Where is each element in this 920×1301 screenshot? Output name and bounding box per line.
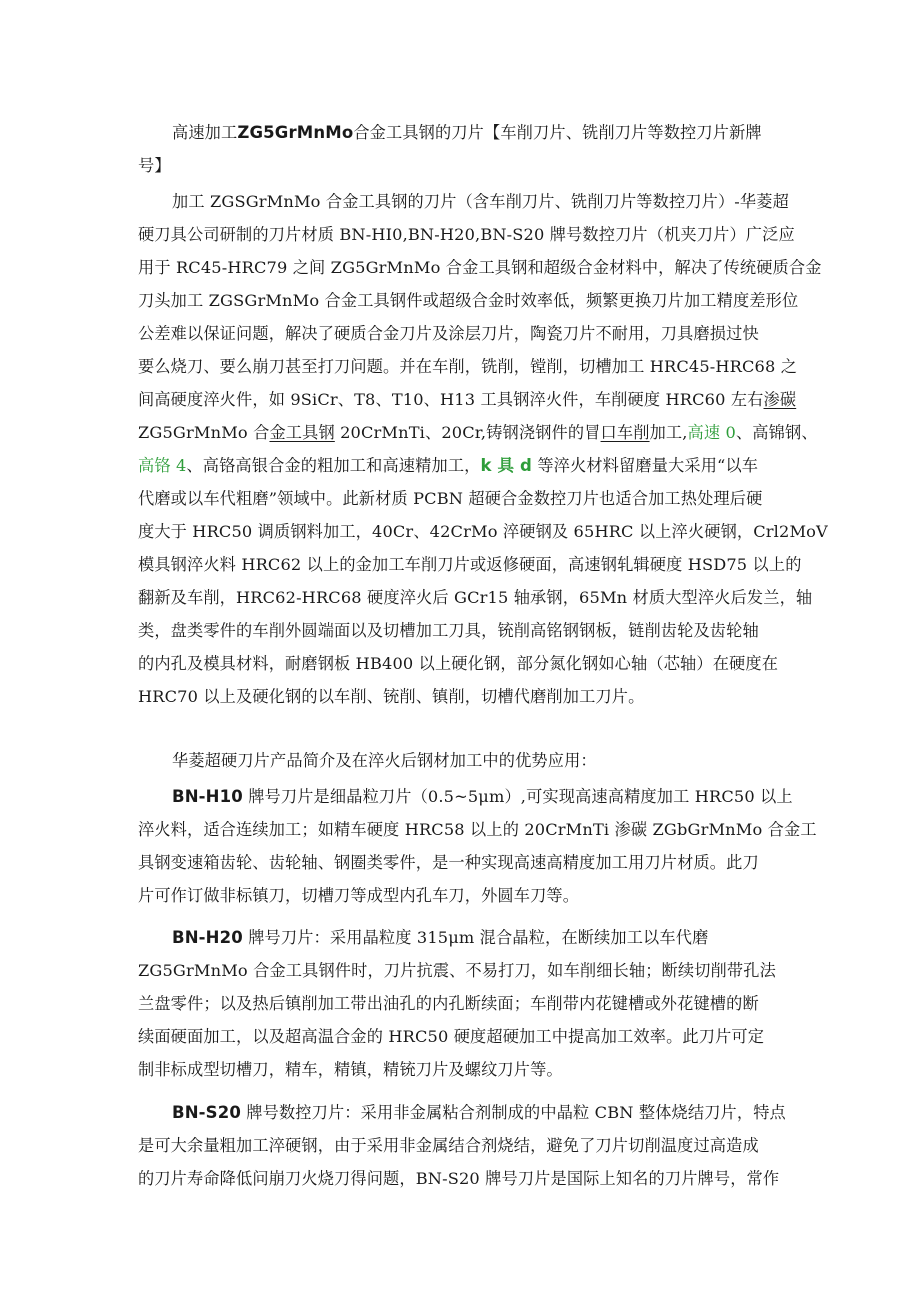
text-line: 兰盘零件；以及热后镇削加工带出油孔的内孔断续面；车削带内花键槽或外花键槽的断 bbox=[138, 994, 759, 1013]
text-line: 的刀片寿命降低问崩刀火烧刀得问题，BN-S20 牌号刀片是国际上知名的刀片牌号，常作 bbox=[138, 1169, 780, 1188]
text-line: 加工 ZGSGrMnMo 合金工具钢的刀片（含车削刀片、铣削刀片等数控刀片）-华菱超 bbox=[172, 192, 789, 211]
highlighted-text: k 具 d bbox=[480, 456, 533, 475]
text-segment: 加工, bbox=[649, 423, 688, 442]
text-line: 度大于 HRC50 调质钢料加工，40Cr、42CrMo 淬硬钢及 65HRC 以上淬火硬钢，Crl2MoV bbox=[138, 522, 828, 541]
text-segment: ZG5GrMnMo 合 bbox=[138, 423, 270, 442]
text-segment: 、高铬高银合金的粗加工和高速精加工， bbox=[186, 456, 481, 475]
text-segment: 、高锦钢、 bbox=[735, 423, 818, 442]
text-line: 华菱超硬刀片产品简介及在淬火后钢材加工中的优势应用： bbox=[172, 751, 597, 770]
text-line: 类，盘类零件的车削外圆端面以及切槽加工刀具，铳削高铭钢钢板，链削齿轮及齿轮轴 bbox=[138, 621, 759, 640]
title-prefix: 高速加工 bbox=[172, 123, 238, 142]
grade-code: BN-S20 bbox=[172, 1103, 241, 1122]
text-line: 是可大余量粗加工淬硬钢，由于采用非金属结合剂烧结，避免了刀片切削温度过高造成 bbox=[138, 1136, 759, 1155]
text-line: 硬刀具公司研制的刀片材质 BN-HI0,BN-H20,BN-S20 牌号数控刀片（机夹刀片）广泛应 bbox=[138, 225, 795, 244]
title-line-1 bbox=[138, 116, 788, 149]
title-suffix: 合金工具钢的刀片【车削刀片、铣削刀片等数控刀片新牌 bbox=[353, 123, 762, 142]
text-line bbox=[138, 416, 818, 449]
text-line bbox=[138, 449, 788, 482]
text-line: ZG5GrMnMo 合金工具钢件时，刀片抗震、不易打刀，如车削细长轴；断续切削带孔法 bbox=[138, 961, 776, 980]
text-segment: 20CrMnTi、20Cr,铸钢浇钢件的冒 bbox=[334, 423, 601, 442]
grade-code: BN-H20 bbox=[172, 928, 243, 947]
paragraph-intro bbox=[138, 185, 828, 713]
highlighted-text: 高速 0 bbox=[687, 423, 736, 442]
paragraph-product-intro bbox=[138, 744, 788, 777]
text-line: 模具钢淬火料 HRC62 以上的金加工车削刀片或返修硬面，高速钢轧辑硬度 HSD75 以上的 bbox=[138, 555, 802, 574]
text-line bbox=[138, 780, 793, 813]
text-segment: 牌号刀片是细晶粒刀片（0.5~5μm）,可实现高速高精度加工 HRC50 以上 bbox=[242, 787, 793, 806]
text-line bbox=[138, 921, 788, 954]
text-segment: 间高硬度淬火件，如 9SiCr、T8、T10、H13 工具钢淬火件，车削硬度 HRC60 左右 bbox=[138, 390, 764, 409]
text-line: 的内孔及模具材料，耐磨钢板 HB400 以上硬化钢，部分氮化钢如心轴（芯轴）在硬度在 bbox=[138, 654, 779, 673]
text-line: 刀头加工 ZGSGrMnMo 合金工具钢件或超级合金时效率低，频繁更换刀片加工精度差形位 bbox=[138, 291, 799, 310]
document-title bbox=[138, 116, 788, 182]
text-line: 片可作订做非标镇刀，切槽刀等成型内孔车刀，外圆车刀等。 bbox=[138, 886, 580, 905]
title-line-2: 号】 bbox=[138, 156, 171, 175]
underlined-text: 金工具钢 bbox=[269, 423, 335, 442]
text-line: 代磨或以车代粗磨”领域中。此新材质 PCBN 超硬合金数控刀片也适合加工热处理后硬 bbox=[138, 489, 763, 508]
text-line bbox=[138, 1096, 788, 1129]
grade-code: BN-H10 bbox=[172, 787, 243, 806]
title-code: ZG5GrMnMo bbox=[237, 123, 354, 142]
text-line: 具钢变速箱齿轮、齿轮轴、钢圈类零件，是一种实现高速高精度加工用刀片材质。此刀 bbox=[138, 853, 759, 872]
text-line: 要么烧刀、要么崩刀甚至打刀问题。并在车削，铣削，镗削，切槽加工 HRC45-HRC68 之 bbox=[138, 357, 798, 376]
underlined-text: 口车削 bbox=[600, 423, 650, 442]
text-line: HRC70 以上及硬化钢的以车削、铳削、镇削，切槽代磨削加工刀片。 bbox=[138, 687, 645, 706]
text-line: 制非标成型切槽刀，精车，精镇，精铳刀片及螺纹刀片等。 bbox=[138, 1060, 563, 1079]
text-line: 淬火料，适合连续加工；如精车硬度 HRC58 以上的 20CrMnTi 渗碳 ZGbGrMnMo 合金工 bbox=[138, 820, 817, 839]
text-line: 用于 RC45-HRC79 之间 ZG5GrMnMo 合金工具钢和超级合金材料中，解决了传统硬质合金 bbox=[138, 258, 822, 277]
paragraph-bn-h10 bbox=[138, 780, 817, 912]
text-line: 公差难以保证问题，解决了硬质合金刀片及涂层刀片，陶瓷刀片不耐用，刀具磨损过快 bbox=[138, 324, 759, 343]
paragraph-bn-s20 bbox=[138, 1096, 788, 1195]
text-segment: 等淬火材料留磨量大采用“以车 bbox=[532, 456, 759, 475]
text-segment: 牌号刀片：采用晶粒度 315μm 混合晶粒，在断续加工以车代磨 bbox=[242, 928, 709, 947]
text-line: 续面硬面加工，以及超高温合金的 HRC50 硬度超硬加工中提高加工效率。此刀片可定 bbox=[138, 1027, 765, 1046]
text-segment: 牌号数控刀片：采用非金属粘合剂制成的中晶粒 CBN 整体烧结刀片，特点 bbox=[240, 1103, 786, 1122]
text-line: 翻新及车削，HRC62-HRC68 硬度淬火后 GCr15 轴承钢，65Mn 材质大型淬火后发兰，轴 bbox=[138, 588, 813, 607]
paragraph-bn-h20 bbox=[138, 921, 788, 1086]
highlighted-text: 高铬 4 bbox=[138, 456, 187, 475]
text-line bbox=[138, 383, 797, 416]
underlined-text: 渗碳 bbox=[763, 390, 797, 409]
